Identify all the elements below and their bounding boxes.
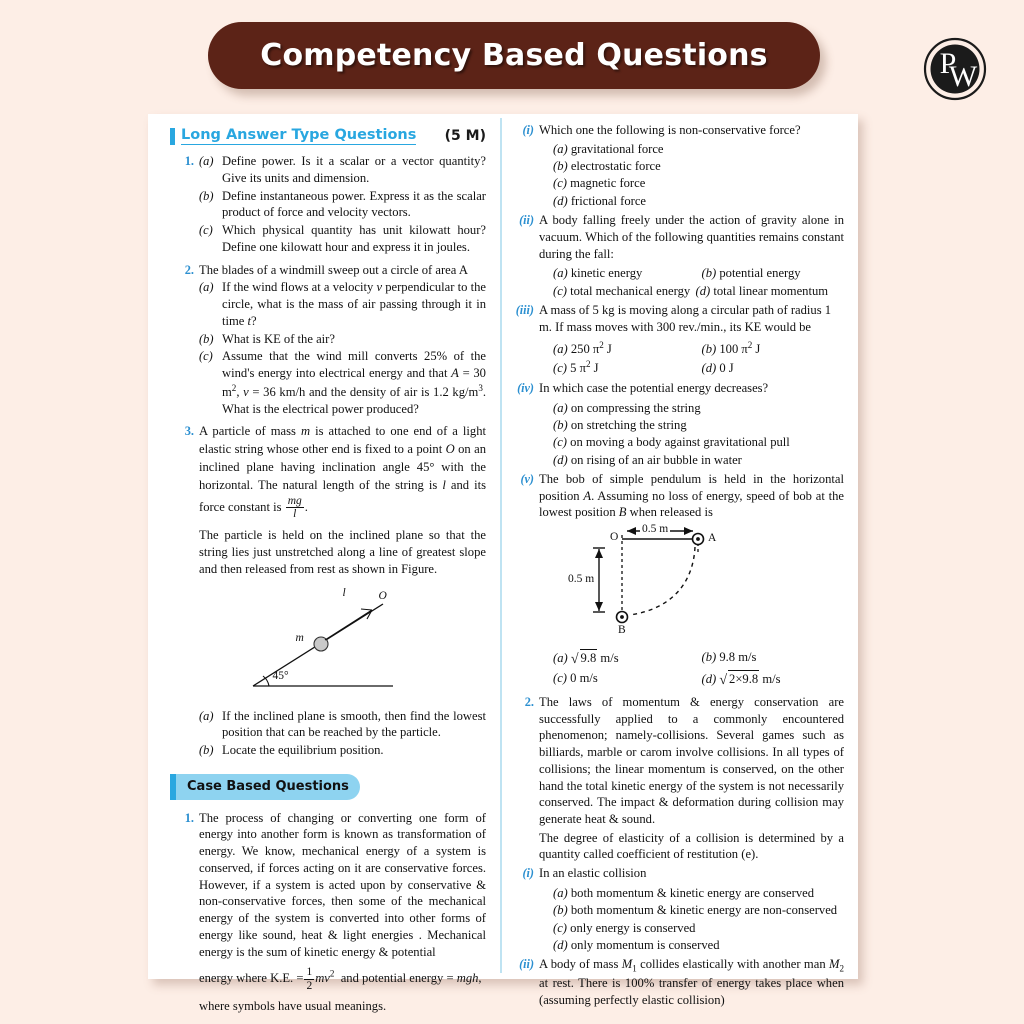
case-question-2-paragraph-1: The laws of momentum & energy conservation are successfully applied to a commonly encountered phenomenon; namely-collisions. Several games such as billiards, marble or carom involve collisions. In all types of collisions; the linear momentum is conserved, on the other hand the total kinetic energy of the system is not necessarily conserved. The impact & deformation during collision may generate heat & sound. xyxy=(539,694,844,826)
mcq-v-option-d[interactable]: (d) √ 2×9.8 m/s xyxy=(701,671,781,688)
mcq-i-roman: (i) xyxy=(522,123,534,137)
two-column-layout xyxy=(148,114,858,1013)
mcq-iv-stem: In which case the potential energy decreases? xyxy=(539,380,769,395)
mcq-i xyxy=(512,122,844,210)
part-label: (b) xyxy=(199,331,214,346)
part-text: What is KE of the air? xyxy=(222,331,335,346)
badge-accent-bar xyxy=(170,774,176,800)
case-question-1 xyxy=(180,810,486,1015)
question-3-part-a xyxy=(199,708,486,741)
part-text: If the inclined plane is smooth, then find the lowest position that can be reached by the particle. xyxy=(222,708,486,740)
worksheet-page xyxy=(148,114,858,1013)
part-label: (c) xyxy=(199,349,213,364)
mcq-v-options-row-1 xyxy=(539,649,844,669)
question-3-number: 3. xyxy=(184,424,194,439)
case2-mcq-i-option-a[interactable]: (a) both momentum & kinetic energy are conserved xyxy=(553,885,815,900)
right-column xyxy=(502,114,858,1007)
competency-banner xyxy=(208,22,820,89)
inclined-plane-figure xyxy=(233,582,453,702)
mcq-iii-option-a[interactable]: (a) 250 $\pi^2$ J xyxy=(553,339,612,356)
half-fraction: $\frac{1}{2}$ xyxy=(306,966,313,992)
case-question-2-mcq-ii xyxy=(512,956,844,1008)
mcq-i-option-d[interactable]: (d) frictional force xyxy=(553,193,647,208)
case-based-questions-header xyxy=(170,774,360,800)
figure-label-O: O xyxy=(378,589,387,602)
question-1 xyxy=(180,153,486,256)
question-2-stem: The blades of a windmill sweep out a circle of area A xyxy=(199,262,468,277)
mcq-i-option-a[interactable]: (a) gravitational force xyxy=(553,141,664,156)
section-marks-label: (5 M) xyxy=(444,128,486,145)
question-1-part-a xyxy=(199,153,486,186)
question-1-part-c xyxy=(199,222,486,255)
pw-logo-letter-w: W xyxy=(948,60,978,93)
case2-mcq-ii-roman: (ii) xyxy=(519,957,534,972)
case2-mcq-i-roman: (i) xyxy=(522,866,534,881)
question-3-paragraph-1: A particle of mass m is attached to one end of a light elastic string whose other end is fixed to a point O on an inclined plane having inclination angle 45° with the horizontal. The natural length of the string is l and its force constant is $\frac{mg}{l}$ . xyxy=(199,424,487,521)
pendulum-label-O: O xyxy=(610,531,619,544)
mcq-iii-roman: (iii) xyxy=(515,303,534,318)
case-question-2-number: 2. xyxy=(524,694,534,709)
mcq-i-option-b[interactable]: (b) electrostatic force xyxy=(553,159,661,174)
case2-mcq-i-option-c[interactable]: (c) only energy is conserved xyxy=(553,920,696,935)
mcq-v-stem: The bob of simple pendulum is held in the horizontal position A. Assuming no loss of energy, speed of bob at the lowest position B when released is xyxy=(539,472,844,520)
mcq-i-stem: Which one the following is non-conservative force? xyxy=(539,123,801,137)
pendulum-dim-horizontal: 0.5 m xyxy=(642,523,669,536)
part-label: (a) xyxy=(199,280,214,295)
long-answer-section-header xyxy=(170,128,486,145)
mcq-i-option-c[interactable]: (c) magnetic force xyxy=(553,176,646,191)
mcq-v-options-row-2 xyxy=(539,670,844,690)
mcq-v-roman: (v) xyxy=(520,472,534,487)
part-text: Define instantaneous power. Express it as the scalar product of force and velocity vectors. xyxy=(222,188,486,220)
question-1-number: 1. xyxy=(184,154,194,169)
mcq-iii-stem: A mass of 5 kg is moving along a circular path of radius 1 m. If mass moves with 300 rev./min., its KE would be xyxy=(539,303,832,334)
pendulum-dim-vertical: 0.5 m xyxy=(568,573,595,586)
mcq-ii-option-c[interactable]: (c) total mechanical energy xyxy=(553,283,691,298)
header-banner-area xyxy=(0,0,1024,112)
mcq-ii-option-a[interactable]: (a) kinetic energy xyxy=(553,266,643,281)
case2-mcq-i-stem: In an elastic collision xyxy=(539,866,647,881)
question-1-part-b xyxy=(199,188,486,221)
question-3 xyxy=(180,423,486,759)
figure-label-l: l xyxy=(342,586,346,599)
part-label: (b) xyxy=(199,742,214,757)
mcq-ii-stem: A body falling freely under the action of gravity alone in vacuum. Which of the following quantities remains constant during the fall: xyxy=(539,213,844,261)
banner-title: Competency Based Questions xyxy=(260,38,768,73)
mcq-iii-options-row-2 xyxy=(539,358,844,378)
mcq-ii-option-d[interactable]: (d) total linear momentum xyxy=(695,283,829,298)
mcq-v-option-b[interactable]: (b) 9.8 m/s xyxy=(701,650,757,665)
part-text: Define power. Is it a scalar or a vector quantity? Give its units and dimension. xyxy=(222,154,486,185)
mcq-iv-option-b[interactable]: (b) on stretching the string xyxy=(553,417,687,432)
case2-mcq-i-option-d[interactable]: (d) only momentum is conserved xyxy=(553,938,720,953)
case-question-1-number: 1. xyxy=(184,810,194,825)
pendulum-label-A: A xyxy=(708,532,717,545)
part-label: (a) xyxy=(199,708,214,723)
mcq-iii-option-c[interactable]: (c) 5 $\pi^2$ J xyxy=(553,359,599,376)
question-2-number: 2. xyxy=(184,262,194,277)
case-question-1-closing: where symbols have usual meanings. xyxy=(199,998,387,1013)
mcq-iii-option-b[interactable]: (b) 100 $\pi^2$ J xyxy=(701,339,761,356)
mcq-iii-options-row-1 xyxy=(539,339,844,359)
part-label: (b) xyxy=(199,188,214,203)
case2-mcq-i-option-b[interactable]: (b) both momentum & kinetic energy are non-conserved xyxy=(553,903,838,918)
mcq-ii xyxy=(512,212,844,300)
part-label: (c) xyxy=(199,223,213,238)
question-3-part-b xyxy=(199,742,486,759)
question-2 xyxy=(180,262,486,419)
section-accent-bar xyxy=(170,128,175,145)
section-title-long-answer: Long Answer Type Questions xyxy=(181,128,416,145)
pendulum-label-B: B xyxy=(618,624,626,637)
mcq-ii-roman: (ii) xyxy=(519,213,534,228)
case-question-1-paragraph: The process of changing or converting one form of energy into another form is known as transformation of energy. We know, mechanical energy of a system is conserved, if forces acting on it are conservative forces. However, if a system is acted upon by conservative & non-conservative forces, then some of the mechanical energy of the system is converted into other forms of energy like sound, heat & light energies . Mechanical energy is the sum of kinetic energy & potential xyxy=(199,810,486,959)
mcq-ii-option-b[interactable]: (b) potential energy xyxy=(701,266,801,281)
mcq-v xyxy=(512,471,844,690)
figure-label-m: m xyxy=(295,631,304,644)
section-title-case-based: Case Based Questions xyxy=(187,779,349,795)
part-text: Assume that the wind mill converts 25% of the wind's energy into electrical energy and that A = 30 $m^2$, v = 36 km/h and the density of air is 1.2 $kg/m^3$. What is the electrical power produced? xyxy=(222,349,486,416)
mcq-iv-option-a[interactable]: (a) on compressing the string xyxy=(553,400,701,415)
pendulum-figure xyxy=(568,523,775,643)
mcq-v-option-a[interactable]: (a) √ 9.8 m/s xyxy=(553,651,619,668)
pw-logo xyxy=(923,37,987,101)
case-question-2-mcq-i xyxy=(512,865,844,954)
part-text: Locate the equilibrium position. xyxy=(222,742,384,757)
mcq-iii-option-d[interactable]: (d) 0 J xyxy=(701,361,734,376)
part-text: If the wind flows at a velocity v perpendicular to the circle, what is the mass of air passing through it in time t? xyxy=(222,280,486,328)
mcq-iv-option-c[interactable]: (c) on moving a body against gravitational pull xyxy=(553,435,790,450)
case-question-2-paragraph-2: The degree of elasticity of a collision is determined by a quantity called coefficient of restitution (e). xyxy=(539,830,844,862)
case-question-2 xyxy=(512,694,844,863)
case-question-1-formula-line: energy where K.E. = $\frac{1}{2}$ $mv^2$ and potential energy = mgh, xyxy=(199,966,482,992)
pw-logo-letter-p: P xyxy=(939,47,957,80)
force-constant-fraction: $\frac{mg}{l}$ xyxy=(287,494,302,521)
mcq-v-option-c[interactable]: (c) 0 m/s xyxy=(553,670,598,685)
mcq-iv-option-d[interactable]: (d) on rising of an air bubble in water xyxy=(553,452,742,467)
case2-mcq-ii-stem: A body of mass $M_1$ collides elastically with another man $M_2$ at rest. There is 100% transfer of energy takes place when (assuming perfectly elastic collision) xyxy=(539,957,845,1007)
question-2-part-b xyxy=(199,331,486,348)
mcq-ii-options-row-1 xyxy=(539,265,844,282)
figure-label-angle: 45° xyxy=(272,669,289,682)
mcq-iv xyxy=(512,380,844,469)
mcq-iv-roman: (iv) xyxy=(517,380,534,395)
left-column xyxy=(148,114,500,1013)
part-text: Which physical quantity has unit kilowatt hour? Define one kilowatt hour and express it in joules. xyxy=(222,223,486,254)
question-2-part-a xyxy=(199,279,486,329)
mcq-ii-options-row-2 xyxy=(539,283,844,300)
part-label: (a) xyxy=(199,154,214,169)
mcq-iii xyxy=(512,302,844,378)
question-3-paragraph-2: The particle is held on the inclined plane so that the string lies just unstretched along a line of greatest slope and then released from rest as shown in Figure. xyxy=(199,528,486,576)
question-2-part-c xyxy=(199,348,486,417)
